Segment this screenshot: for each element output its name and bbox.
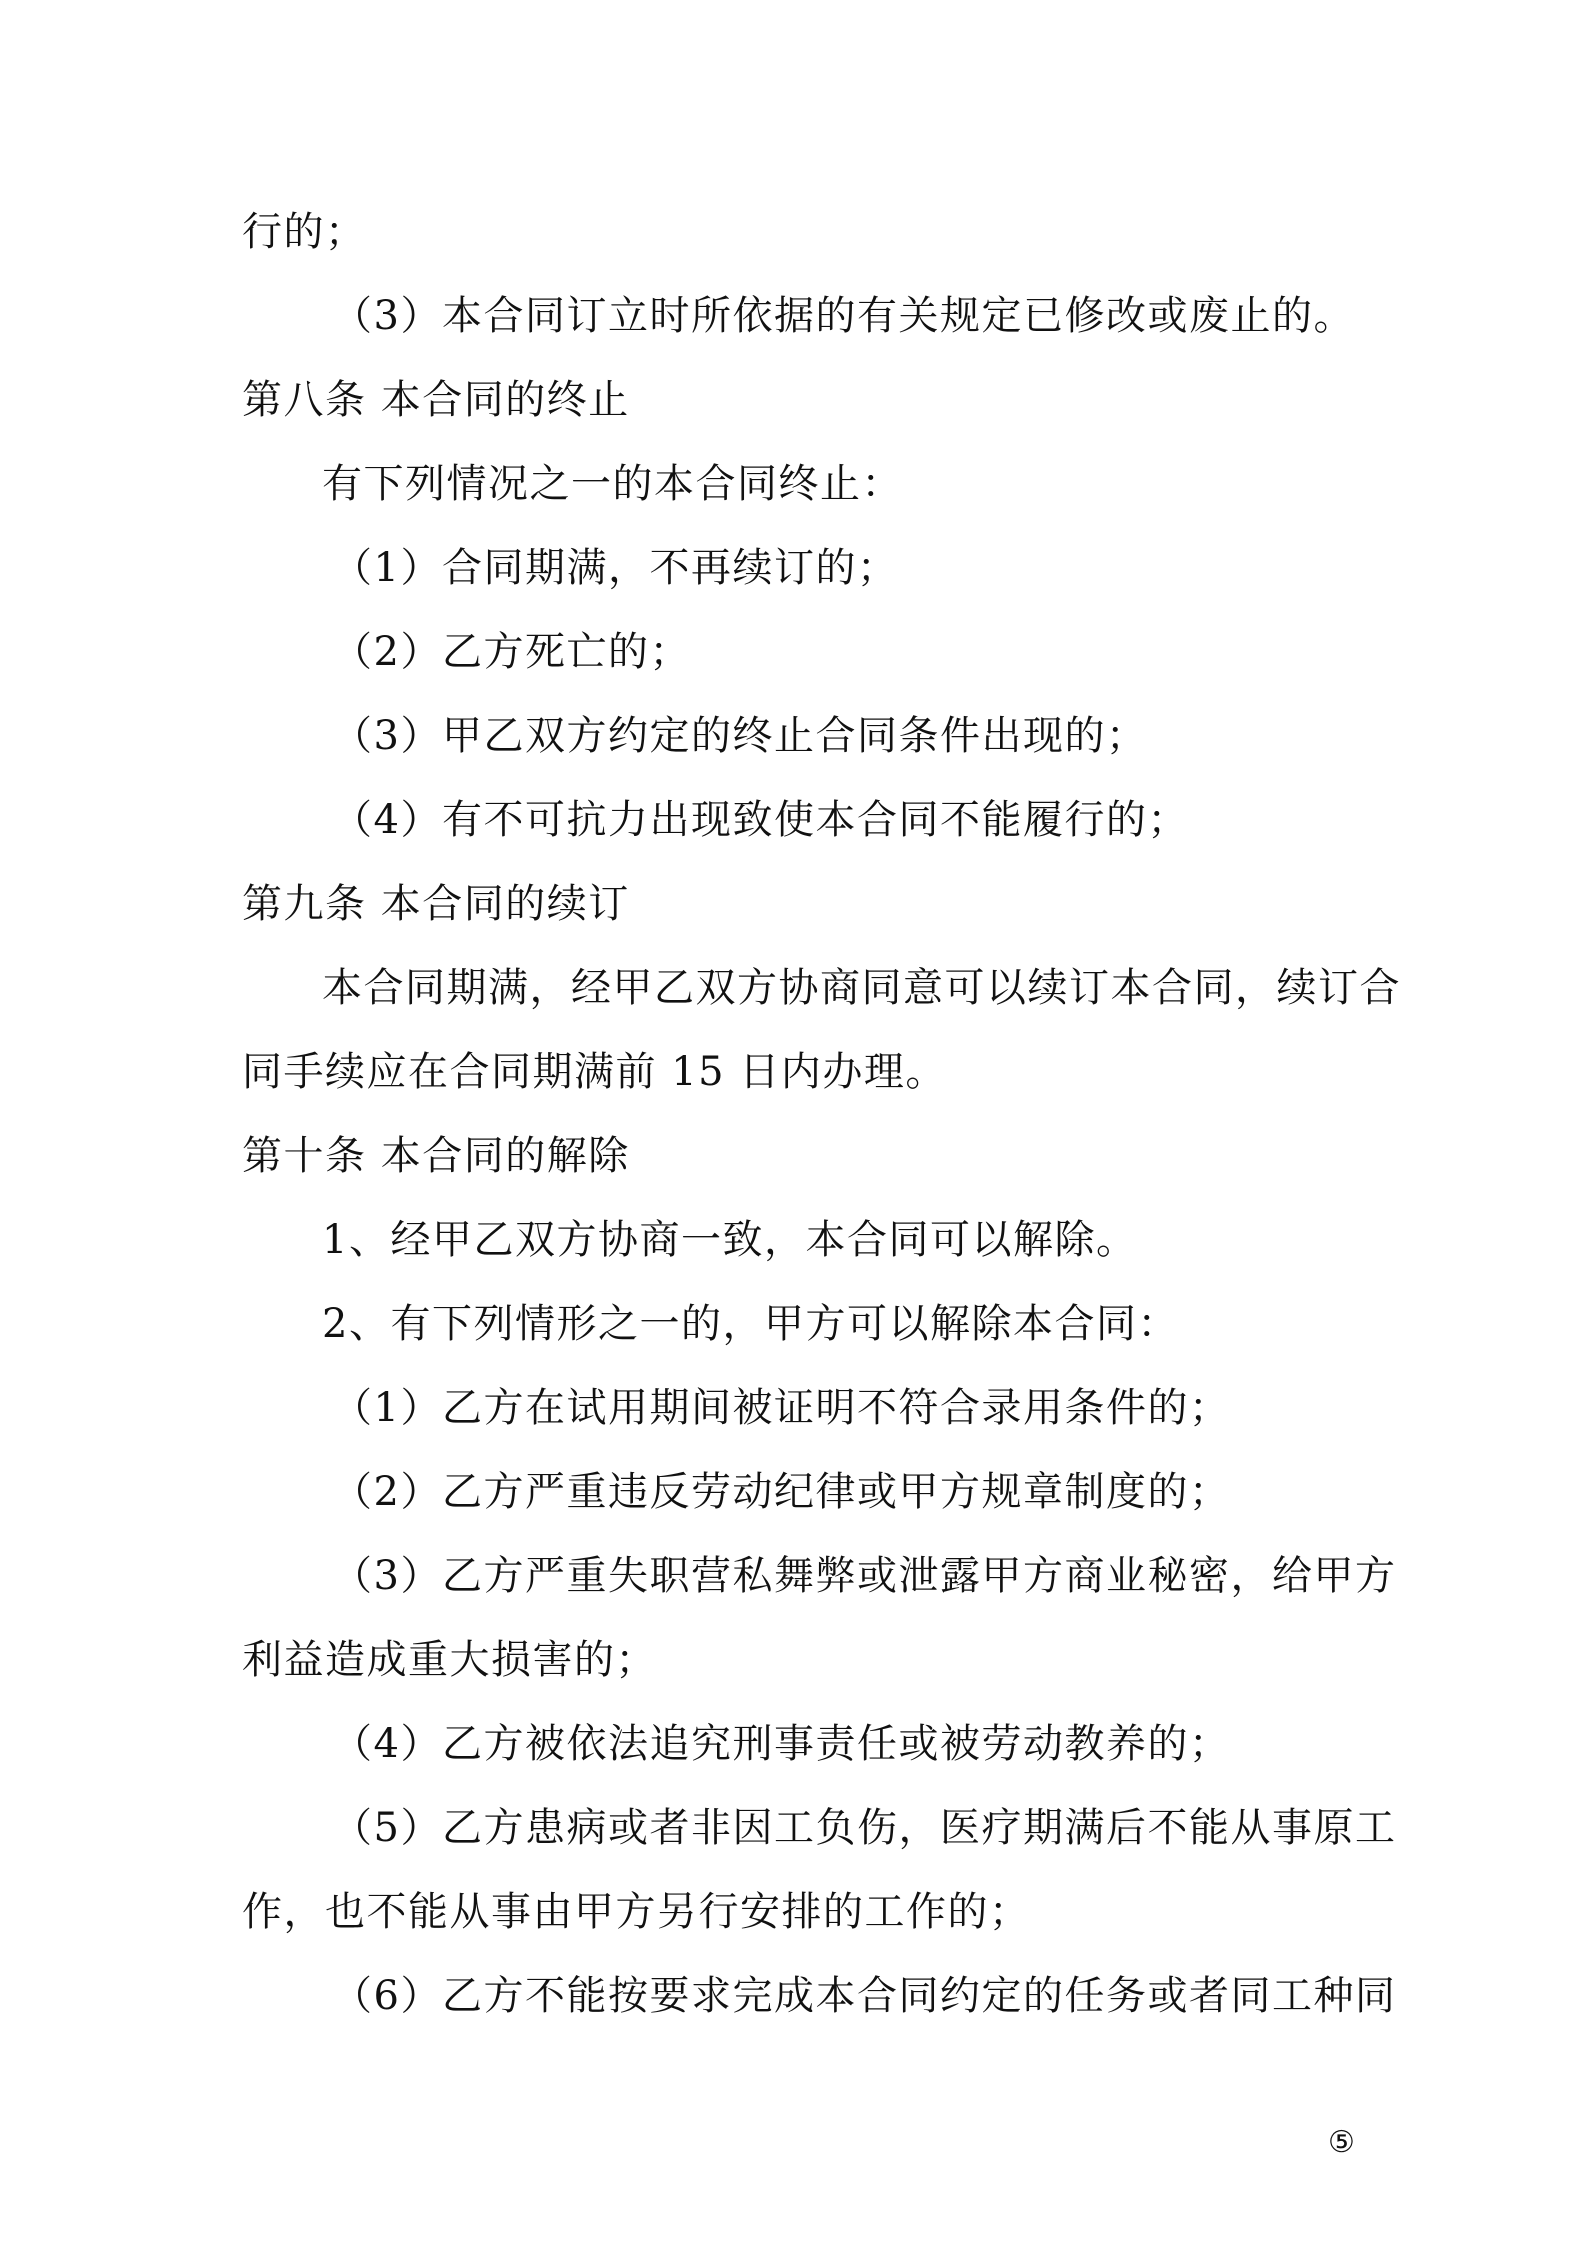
section-heading: 第九条 本合同的续订 <box>242 881 630 927</box>
paragraph-continuation: 作，也不能从事由甲方另行安排的工作的； <box>242 1889 1031 1935</box>
list-item: （5）乙方患病或者非因工负伤，医疗期满后不能从事原工 <box>332 1805 1397 1851</box>
section-heading: 第八条 本合同的终止 <box>242 377 630 423</box>
list-item: （3）本合同订立时所依据的有关规定已修改或废止的。 <box>332 293 1355 339</box>
list-item: （2）乙方死亡的； <box>332 629 691 675</box>
list-item: （2）乙方严重违反劳动纪律或甲方规章制度的； <box>332 1469 1231 1515</box>
list-item: （1）乙方在试用期间被证明不符合录用条件的； <box>332 1385 1231 1431</box>
text-line: 行的； <box>242 209 367 255</box>
paragraph-continuation: 同手续应在合同期满前 15 日内办理。 <box>242 1049 947 1095</box>
list-item: （4）乙方被依法追究刑事责任或被劳动教养的； <box>332 1721 1231 1767</box>
list-item: （4）有不可抗力出现致使本合同不能履行的； <box>332 797 1189 843</box>
list-item: （6）乙方不能按要求完成本合同约定的任务或者同工种同 <box>332 1973 1397 2019</box>
paragraph: 有下列情况之一的本合同终止： <box>322 461 903 507</box>
page-number: ⑤ <box>1328 2125 1355 2160</box>
list-item: （3）甲乙双方约定的终止合同条件出现的； <box>332 713 1148 759</box>
list-item: （1）合同期满，不再续订的； <box>332 545 899 591</box>
paragraph: 2、有下列情形之一的，甲方可以解除本合同： <box>322 1301 1179 1347</box>
paragraph: 本合同期满，经甲乙双方协商同意可以续订本合同，续订合 <box>322 965 1401 1011</box>
paragraph-continuation: 利益造成重大损害的； <box>242 1637 657 1683</box>
section-heading: 第十条 本合同的解除 <box>242 1133 630 1179</box>
paragraph: 1、经甲乙双方协商一致，本合同可以解除。 <box>322 1217 1138 1263</box>
list-item: （3）乙方严重失职营私舞弊或泄露甲方商业秘密，给甲方 <box>332 1553 1397 1599</box>
